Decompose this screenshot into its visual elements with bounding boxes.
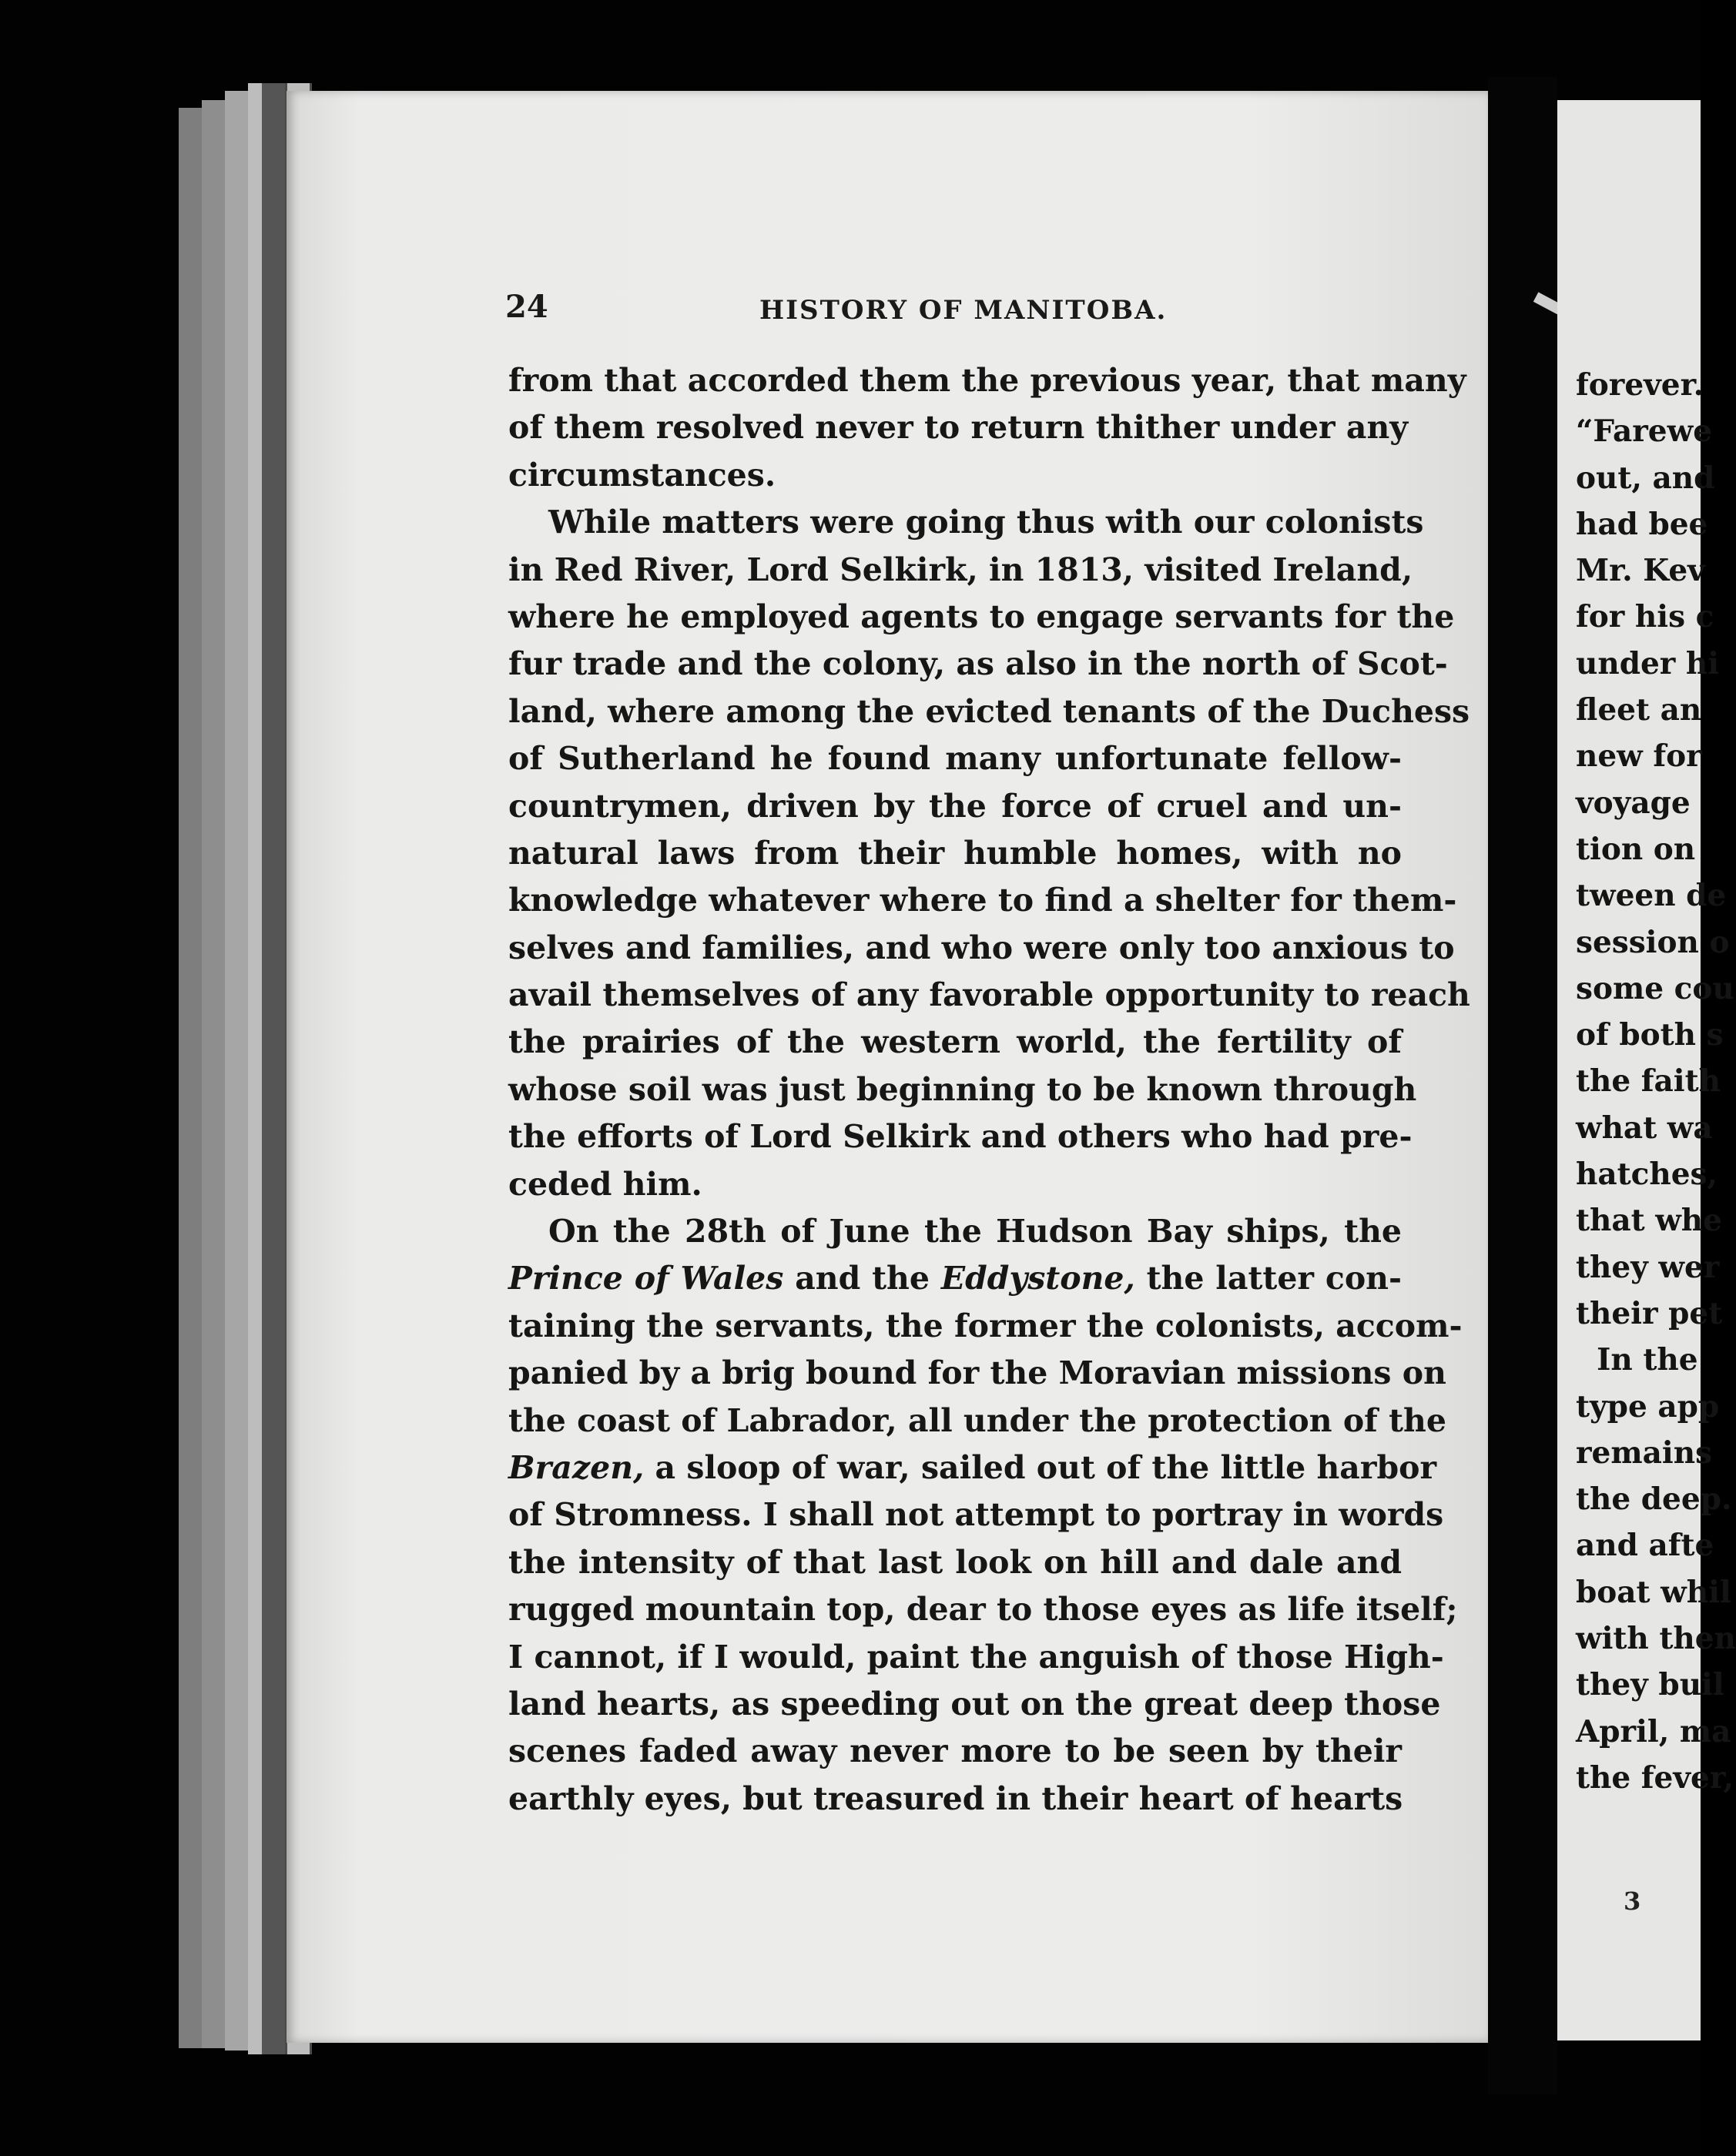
right-page-line: Mr. Kev	[1576, 553, 1705, 589]
right-page-line: the deep.	[1576, 1481, 1732, 1518]
italic-text: Brazen,	[508, 1448, 645, 1486]
text-line: I cannot, if I would, paint the anguish of those High-	[508, 1638, 1444, 1676]
text-line: avail themselves of any favorable opportunity to reach	[508, 976, 1470, 1014]
text-run: the latter con-	[1134, 1260, 1403, 1297]
right-page-line: the faith	[1576, 1063, 1721, 1100]
right-page-line: April, ma	[1576, 1713, 1731, 1749]
text-line: fur trade and the colony, as also in the north of Scot-	[508, 645, 1448, 683]
right-page-line: with then	[1576, 1621, 1736, 1657]
right-page-line: and afte	[1576, 1528, 1714, 1564]
right-page-line: that whe	[1576, 1203, 1722, 1239]
right-page-line: “Farewe	[1576, 413, 1713, 450]
text-line: from that accorded them the previous year, that many	[508, 362, 1466, 399]
right-page-line: new for	[1576, 738, 1702, 775]
right-page-line: voyage	[1576, 785, 1701, 821]
text-line	[508, 1255, 1402, 1302]
right-page-line: fleet an	[1576, 692, 1702, 728]
text-line: knowledge whatever where to find a shelter for them-	[508, 882, 1457, 919]
text-line: whose soil was just beginning to be known through	[508, 1070, 1417, 1108]
text-line: the intensity of that last look on hill and dale and	[508, 1543, 1402, 1581]
text-line: rugged mountain top, dear to those eyes as life itself;	[508, 1591, 1458, 1629]
text-line: of them resolved never to return thither under any	[508, 409, 1409, 447]
text-line: selves and families, and who were only too anxious to	[508, 929, 1455, 966]
text-line: countrymen, driven by the force of cruel and un-	[508, 787, 1402, 825]
text-line: land, where among the evicted tenants of the Duchess	[508, 692, 1470, 730]
right-page-line: had bee	[1576, 506, 1708, 542]
right-page-line: tween de	[1576, 878, 1727, 914]
text-line: the prairies of the western world, the fertility of	[508, 1023, 1402, 1061]
right-page-line: some cou	[1576, 970, 1734, 1006]
text-line: of Sutherland he found many unfortunate fellow-	[508, 740, 1402, 778]
right-page	[1557, 100, 1736, 2040]
right-page-line: the fever,	[1576, 1759, 1734, 1796]
text-line: land hearts, as speeding out on the great deep those	[508, 1685, 1441, 1722]
signature-mark: 3	[1624, 1886, 1641, 1916]
italic-text: Prince of Wales	[508, 1260, 784, 1297]
right-page-line: for his c	[1576, 599, 1714, 635]
text-line	[508, 1445, 1437, 1491]
text-line: of Stromness. I shall not attempt to portray in words	[508, 1496, 1444, 1534]
text-line: scenes faded away never more to be seen by their	[508, 1732, 1402, 1770]
right-page-line: type app	[1576, 1388, 1720, 1424]
right-page-line: out, and	[1576, 460, 1715, 496]
text-line: While matters were going thus with our colonists	[548, 504, 1424, 541]
right-page-line: In the	[1576, 1342, 1698, 1378]
text-line: earthly eyes, but treasured in their heart of hearts	[508, 1779, 1403, 1817]
right-page-line: under hi	[1576, 645, 1720, 681]
right-page-line: remains	[1576, 1435, 1713, 1471]
text-line: panied by a brig bound for the Moravian missions on	[508, 1354, 1446, 1392]
text-line: On the 28th of June the Hudson Bay ships, the	[548, 1213, 1402, 1250]
text-line: circumstances.	[508, 456, 776, 494]
body-text	[508, 357, 1470, 1823]
running-head: HISTORY OF MANITOBA.	[759, 295, 1168, 326]
right-page-line: they wer	[1576, 1249, 1720, 1285]
right-page-line: what wa	[1576, 1110, 1713, 1146]
text-line: where he employed agents to engage servants for the	[508, 598, 1455, 635]
right-page-line: boat whil	[1576, 1574, 1731, 1610]
book-gutter	[1488, 77, 1557, 2094]
right-page-line: they buil	[1576, 1667, 1724, 1703]
text-line: natural laws from their humble homes, with no	[508, 834, 1402, 872]
text-line: the efforts of Lord Selkirk and others who had pre-	[508, 1118, 1413, 1156]
italic-text: Eddystone,	[940, 1260, 1135, 1297]
right-page-line: hatches,	[1576, 1157, 1718, 1193]
page-number: 24	[505, 289, 548, 325]
text-run: and the	[783, 1260, 941, 1297]
right-page-line: session o	[1576, 924, 1730, 960]
text-line: in Red River, Lord Selkirk, in 1813, visited Ireland,	[508, 551, 1413, 588]
text-run: a sloop of war, sailed out of the little harbor	[644, 1448, 1437, 1486]
text-line: the coast of Labrador, all under the protection of the	[508, 1401, 1446, 1439]
page-edge-shadow	[262, 83, 287, 2054]
right-page-line: their pet	[1576, 1295, 1723, 1331]
right-page-line: of both s	[1576, 1017, 1724, 1053]
right-page-text	[1576, 362, 1736, 1801]
right-page-line: tion on	[1576, 831, 1696, 867]
text-line: ceded him.	[508, 1165, 702, 1203]
right-page-line: forever.	[1576, 367, 1704, 403]
text-line: taining the servants, the former the colonists, accom-	[508, 1307, 1463, 1344]
